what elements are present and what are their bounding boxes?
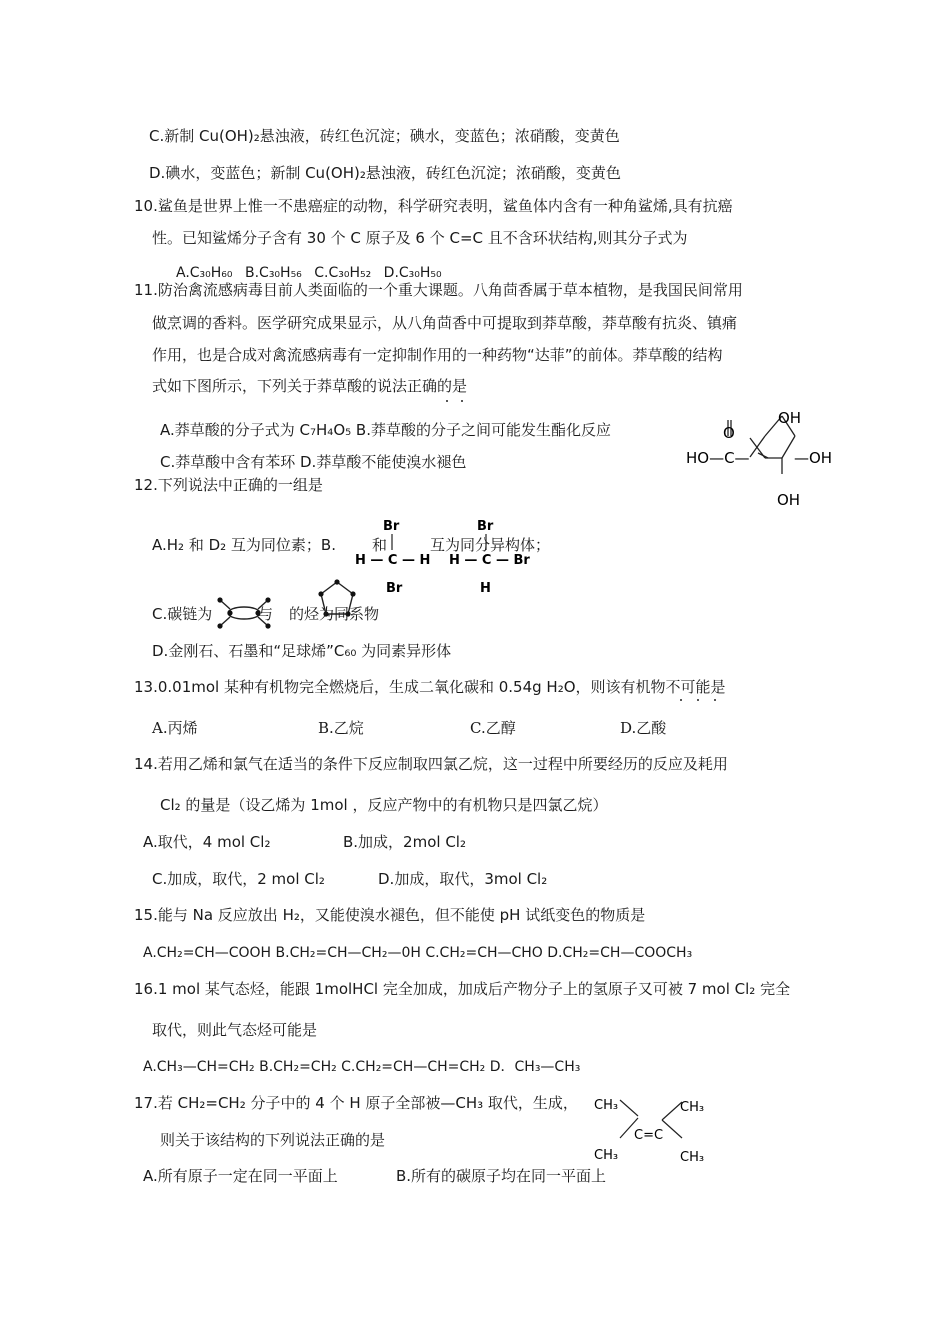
q11-stem-line3: 作用，也是合成对禽流感病毒有一定抑制作用的一种药物“达菲”的前体。莽草酸的结构 — [152, 346, 723, 364]
q11-stem-line4: 式如下图所示，下列关于莽草酸的说法正确的是 — [152, 377, 468, 395]
q12-isomer-text: 互为同分异构体； — [430, 536, 551, 554]
q12-option-c-mid: 与 — [258, 605, 274, 623]
emphasis-dot — [446, 400, 448, 402]
emphasis-dot — [714, 699, 716, 701]
q14-option-c: C.加成，取代，2 mol Cl₂ — [152, 870, 325, 888]
q9-option-c: C.新制 Cu(OH)₂悬浊液，砖红色沉淀；碘水，变蓝色；浓硝酸，变黄色 — [149, 127, 620, 145]
formula2-mid: H — C — Br — [449, 553, 530, 568]
dibromomethane-formula-2 — [444, 512, 544, 592]
emphasis-dot — [697, 699, 699, 701]
formula1-top: Br — [383, 519, 400, 534]
dibromomethane-formula-1 — [350, 512, 440, 592]
oh-bottom-label: OH — [777, 491, 801, 509]
q11-stem-line1: 11.防治禽流感病毒目前人类面临的一个重大课题。八角茴香属于草本植物，是我国民间常用 — [134, 281, 743, 299]
ch3-bottom-left: CH₃ — [594, 1148, 619, 1163]
q12-option-d: D.金刚石、石墨和“足球烯”C₆₀ 为同素异形体 — [152, 642, 452, 660]
shikimic-acid-structure — [680, 398, 850, 518]
q12-stem: 12.下列说法中正确的一组是 — [134, 476, 323, 494]
emphasis-dot — [680, 699, 682, 701]
q14-option-d: D.加成，取代，3mol Cl₂ — [378, 870, 548, 888]
q13-option-b: B.乙烷 — [318, 719, 364, 737]
q13-option-c: C.乙醇 — [470, 719, 516, 737]
q10-stem-line2: 性。已知鲨烯分子含有 30 个 C 原子及 6 个 C=C 且不含环状结构,则其分子式为 — [152, 229, 688, 247]
double-bond-center: C=C — [634, 1128, 664, 1143]
q11-stem-line2: 做烹调的香料。医学研究成果显示，从八角茴香中可提取到莽草酸，莽草酸有抗炎、镇痛 — [152, 314, 738, 332]
formula1-mid: H — C — H — [355, 553, 431, 568]
q15-options: A.CH₂=CH—COOH B.CH₂=CH—CH₂—0H C.CH₂=CH—CHO D.CH₂=CH—COOCH₃ — [143, 945, 693, 961]
q9-option-d: D.碘水，变蓝色；新制 Cu(OH)₂悬浊液，砖红色沉淀；浓硝酸，变黄色 — [149, 164, 621, 182]
q16-options: A.CH₃—CH=CH₂ B.CH₂=CH₂ C.CH₂=CH—CH=CH₂ D．CH₃—CH₃ — [143, 1059, 581, 1075]
q14-option-a: A.取代，4 mol Cl₂ — [143, 833, 271, 851]
ch3-top-right: CH₃ — [680, 1100, 705, 1115]
q12-option-c-post: 的烃为同系物 — [289, 605, 380, 623]
q14-stem-line2: Cl₂ 的量是（设乙烯为 1mol ，反应产物中的有机物只是四氯乙烷） — [160, 796, 608, 814]
carbonyl-o-label: O — [723, 424, 735, 442]
q17-option-b: B.所有的碳原子均在同一平面上 — [396, 1167, 607, 1185]
q17-stem-line1: 17.若 CH₂=CH₂ 分子中的 4 个 H 原子全部被—CH₃ 取代，生成， — [134, 1094, 578, 1112]
emphasis-dot — [461, 400, 463, 402]
q13-stem: 13.0.01mol 某种有机物完全燃烧后，生成二氧化碳和 0.54g H₂O，则该有机物不可能是 — [134, 678, 726, 696]
q12-option-c-pre: C.碳链为 — [152, 605, 213, 623]
formula2-bottom: H — [480, 581, 491, 592]
q11-options-cd: C.莽草酸中含有苯环 D.莽草酸不能使溴水褪色 — [160, 453, 467, 471]
hoc-label: HO—C— — [686, 449, 750, 467]
q12-and-text: 和 — [372, 536, 388, 554]
oh-right-label: —OH — [794, 449, 833, 467]
ch3-top-left: CH₃ — [594, 1098, 619, 1113]
oh-top-label: OH — [778, 409, 802, 427]
q12-option-a: A.H₂ 和 D₂ 互为同位素；B. — [152, 536, 336, 554]
q15-stem: 15.能与 Na 反应放出 H₂，又能使溴水褪色，但不能使 pH 试纸变色的物质是 — [134, 906, 646, 924]
q17-stem-line2: 则关于该结构的下列说法正确的是 — [160, 1131, 386, 1149]
q11-options-ab: A.莽草酸的分子式为 C₇H₄O₅ B.莽草酸的分子之间可能发生酯化反应 — [160, 421, 611, 439]
formula2-top: Br — [477, 519, 494, 534]
q16-stem-line1: 16.1 mol 某气态烃，能跟 1molHCl 完全加成，加成后产物分子上的氢原子又可被 7 mol Cl₂ 完全 — [134, 980, 791, 998]
ch3-bottom-right: CH₃ — [680, 1150, 705, 1165]
q14-stem-line1: 14.若用乙烯和氯气在适当的条件下反应制取四氯乙烷，这一过程中所要经历的反应及耗用 — [134, 755, 728, 773]
formula1-bottom: Br — [386, 581, 403, 592]
q10-stem-line1: 10.鲨鱼是世界上惟一不患癌症的动物，科学研究表明，鲨鱼体内含有一种角鲨烯,具有抗癌 — [134, 197, 733, 215]
tetramethylethylene-structure — [592, 1092, 722, 1167]
q13-option-a: A.丙烯 — [152, 719, 198, 737]
q13-option-d: D.乙酸 — [620, 719, 667, 737]
q16-stem-line2: 取代，则此气态烃可能是 — [152, 1021, 318, 1039]
q14-option-b: B.加成，2mol Cl₂ — [343, 833, 466, 851]
q17-option-a: A.所有原子一定在同一平面上 — [143, 1167, 338, 1185]
q10-options: A.C₃₀H₆₀ B.C₃₀H₅₆ C.C₃₀H₅₂ D.C₃₀H₅₀ — [176, 265, 442, 281]
